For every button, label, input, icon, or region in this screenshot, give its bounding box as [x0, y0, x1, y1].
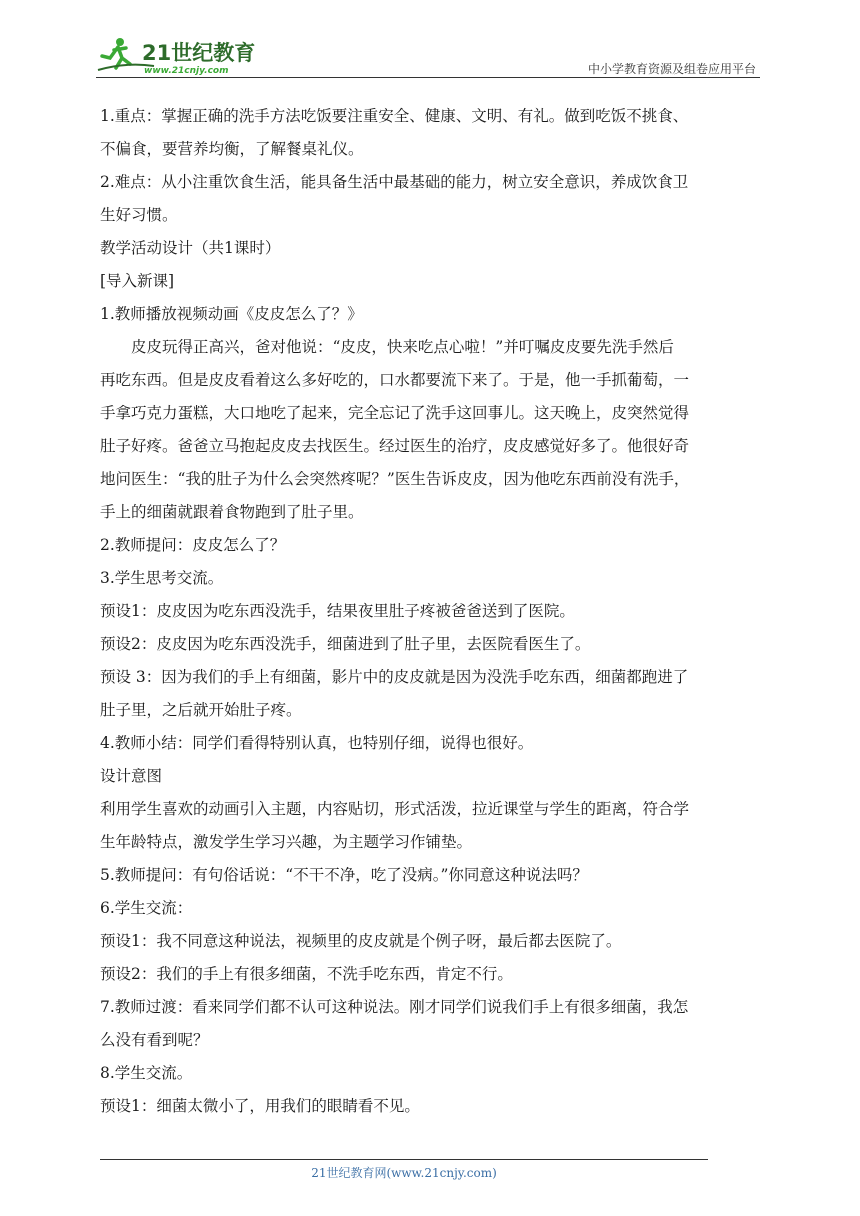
- text-line: 3.学生思考交流。: [100, 569, 224, 587]
- text-line: 生年龄特点，激发学生学习兴趣，为主题学习作铺垫。: [100, 833, 473, 851]
- text-line: 8.学生交流。: [100, 1064, 193, 1082]
- text-line: 不偏食，要营养均衡，了解餐桌礼仪。: [100, 140, 364, 158]
- text-line: 1.重点：掌握正确的洗手方法吃饭要注重安全、健康、文明、有礼。做到吃饭不挑食、: [100, 107, 689, 125]
- text-line: 2.教师提问：皮皮怎么了？: [100, 536, 286, 554]
- text-line: 预设2：皮皮因为吃东西没洗手，细菌进到了肚子里，去医院看医生了。: [100, 635, 591, 653]
- text-line: 1.教师播放视频动画《皮皮怎么了？》: [100, 305, 363, 323]
- logo-title: 21世纪教育: [142, 41, 256, 65]
- text-line: 7.教师过渡：看来同学们都不认可这种说法。刚才同学们说我们手上有很多细菌，我怎: [100, 998, 689, 1016]
- text-line: 肚子好疼。爸爸立马抱起皮皮去找医生。经过医生的治疗，皮皮感觉好多了。他很好奇: [100, 437, 690, 455]
- text-line: 4.教师小结：同学们看得特别认真，也特别仔细，说得也很好。: [100, 734, 534, 752]
- text-line: 地问医生：“我的肚子为什么会突然疼呢？”医生告诉皮皮，因为他吃东西前没有洗手，: [100, 470, 690, 488]
- text-line: 再吃东西。但是皮皮看着这么多好吃的，口水都要流下来了。于是，他一手抓葡萄，一: [100, 371, 690, 389]
- header-divider: [96, 77, 760, 78]
- text-line: 手拿巧克力蛋糕，大口地吃了起来，完全忘记了洗手这回事儿。这天晚上，皮突然觉得: [100, 404, 690, 422]
- footer-divider: [100, 1159, 708, 1160]
- text-line: 6.学生交流：: [100, 899, 193, 917]
- text-line: 预设1：细菌太微小了，用我们的眼睛看不见。: [100, 1097, 420, 1115]
- text-line: 2.难点：从小注重饮食生活，能具备生活中最基础的能力，树立安全意识，养成饮食卫: [100, 173, 689, 191]
- text-line: 设计意图: [100, 767, 163, 785]
- text-line: 皮皮玩得正高兴，爸对他说：“皮皮，快来吃点心啦！”并叮嘱皮皮要先洗手然后: [131, 338, 674, 356]
- text-line: 教学活动设计（共1课时）: [100, 239, 281, 257]
- text-line: [导入新课]: [100, 272, 175, 290]
- text-line: 利用学生喜欢的动画引入主题，内容贴切，形式活泼，拉近课堂与学生的距离，符合学: [100, 800, 690, 818]
- platform-name: 中小学教育资源及组卷应用平台: [587, 62, 756, 76]
- text-line: 预设2：我们的手上有很多细菌，不洗手吃东西，肯定不行。: [100, 965, 513, 983]
- text-line: 5.教师提问：有句俗话说：“不干不净，吃了没病。”你同意这种说法吗？: [100, 866, 588, 884]
- page-header: [0, 0, 860, 82]
- text-line: 么没有看到呢？: [100, 1031, 209, 1049]
- text-line: 手上的细菌就跟着食物跑到了肚子里。: [100, 503, 364, 521]
- logo: [96, 36, 266, 78]
- text-line: 预设 3：因为我们的手上有细菌，影片中的皮皮就是因为没洗手吃东西，细菌都跑进了: [100, 668, 689, 686]
- text-line: 肚子里，之后就开始肚子疼。: [100, 701, 302, 719]
- text-line: 预设1：我不同意这种说法，视频里的皮皮就是个例子呀，最后都去医院了。: [100, 932, 622, 950]
- logo-url: www.21cnjy.com: [144, 66, 229, 76]
- text-line: 生好习惯。: [100, 206, 178, 224]
- footer-text[interactable]: 21世纪教育网(www.21cnjy.com): [311, 1166, 497, 1180]
- text-line: 预设1：皮皮因为吃东西没洗手，结果夜里肚子疼被爸爸送到了医院。: [100, 602, 575, 620]
- document-body: [100, 100, 768, 1123]
